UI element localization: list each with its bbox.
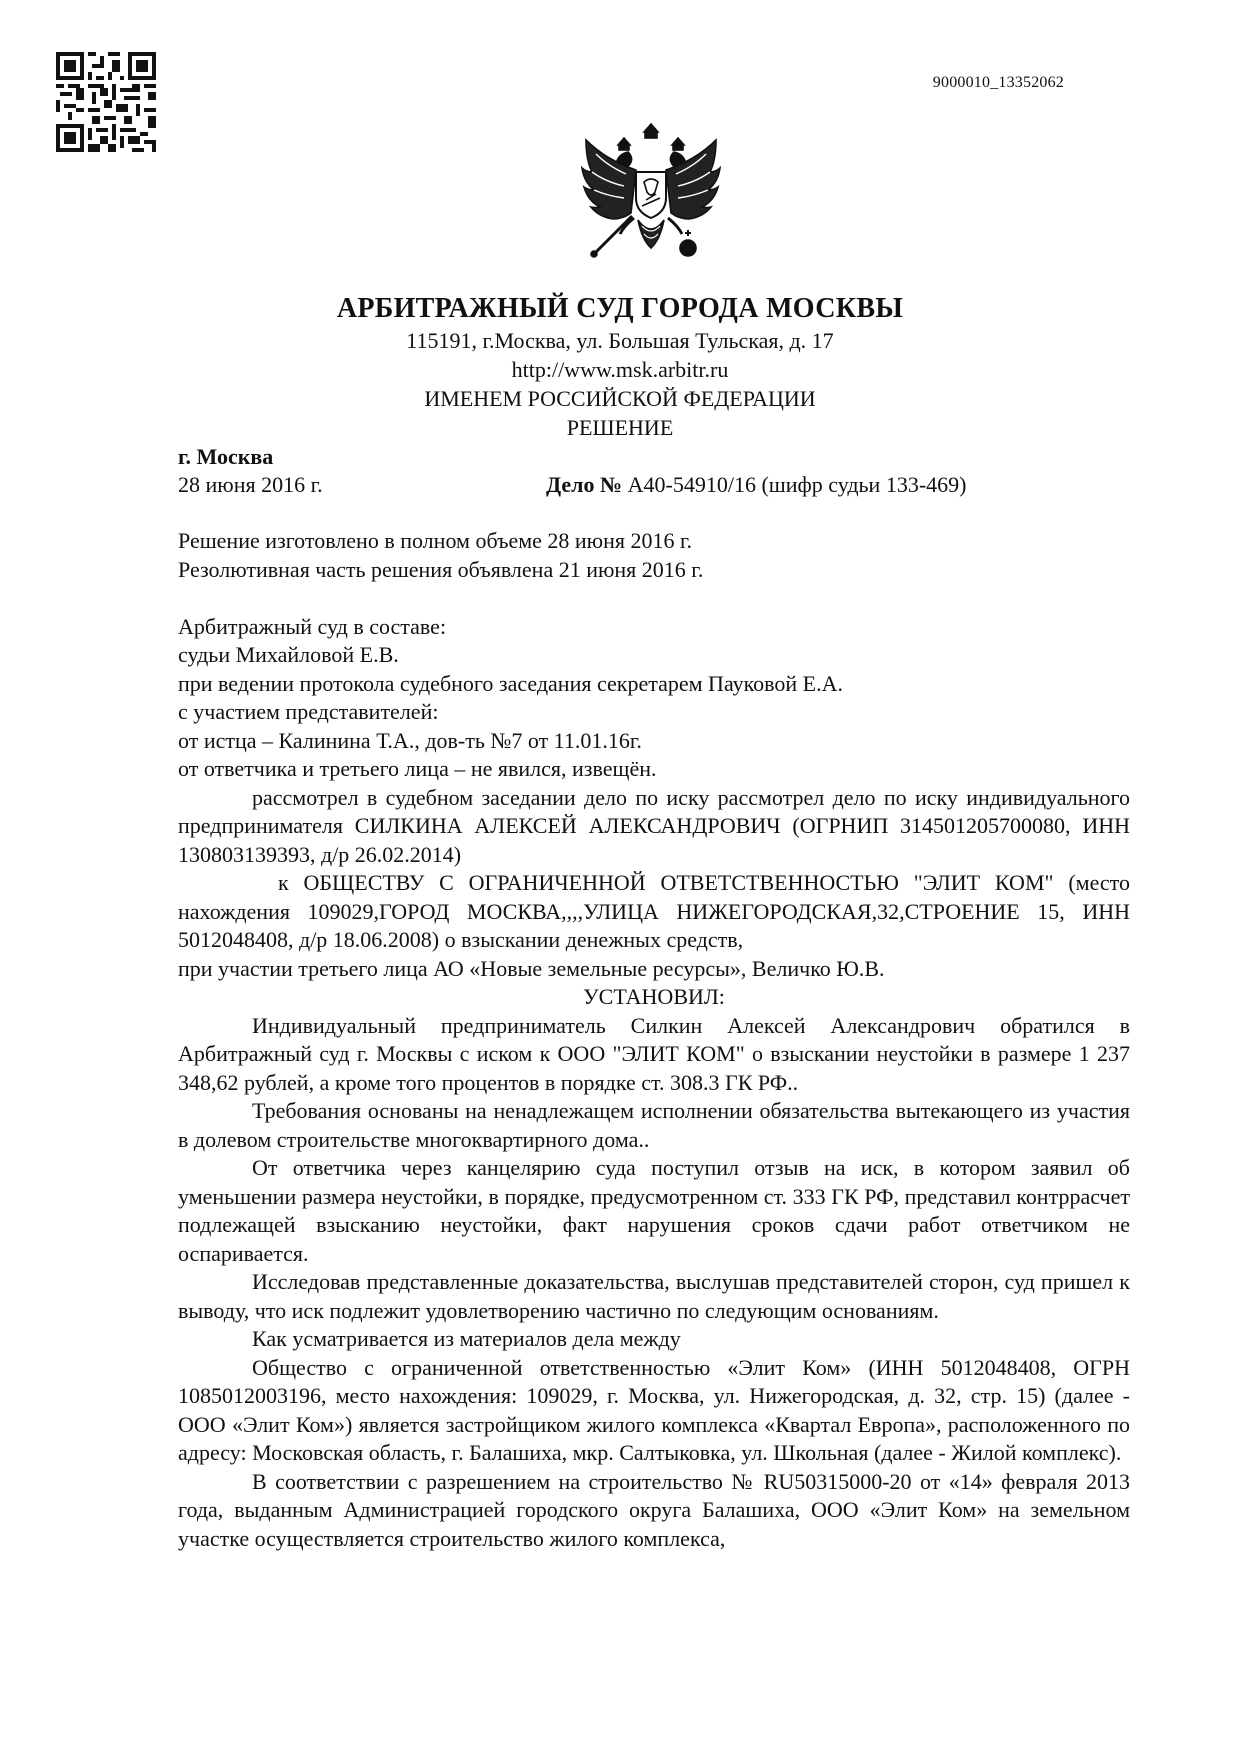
defendant-representative: от ответчика и третьего лица – не явился, извещён. [178,756,657,781]
document-body [178,527,1130,1553]
operative-part-announced: Резолютивная часть решения объявлена 21 июня 2016 г. [178,556,704,582]
plaintiff-representative: от истца – Калинина Т.А., дов-ть №7 от 11.01.16г. [178,727,642,753]
considered-paragraph: рассмотрел в судебном заседании дело по иску рассмотрел дело по иску индивидуального предпринимателя СИЛКИНА АЛЕКСЕЙ АЛЕКСАНДРОВИЧ (ОГРНИП 314501205700080, ИНН 130803139393, д/р 26.02.2014) [178,784,1130,867]
made-in-full: Решение изготовлено в полном объеме 28 июня 2016 г. [178,528,693,553]
case-label: Дело № [546,472,623,497]
third-party: при участии третьего лица АО «Новые земельные ресурсы», Величко Ю.В. [178,955,885,981]
court-composition: Арбитражный суд в составе: [178,613,447,639]
representatives: с участием представителей: [178,699,439,724]
in-name-of: ИМЕНЕМ РОССИЙСКОЙ ФЕДЕРАЦИИ [424,386,816,411]
paragraph-7: В соответствии с разрешением на строительство № RU50315000-20 от «14» февраля 2013 года, выданным Администрацией городского округа Балашиха, ООО «Элит Ком» на земельном участке осуществляется строительство жилого комплекса, [178,1468,1130,1551]
court-url[interactable]: http://www.msk.arbitr.ru [511,357,729,382]
paragraph-5: Как усматривается из материалов дела между [252,1326,681,1351]
paragraph-2: Требования основаны на ненадлежащем исполнении обязательства вытекающего из участия в долевом строительстве многоквартирного дома.. [178,1098,1130,1152]
paragraph-1: Индивидуальный предприниматель Силкин Алексей Александрович обратился в Арбитражный суд г. Москвы с иском к ООО "ЭЛИТ КОМ" о взыскании неустойки в размере 1 237 348,62 рублей, а кроме того процентов в порядке ст. 308.3 ГК РФ.. [178,1012,1130,1095]
paragraph-4: Исследовав представленные доказательства, выслушав представителей сторон, суд пришел к выводу, что иск подлежит удовлетворению частично по следующим основаниям. [178,1269,1130,1323]
case-number [546,471,967,499]
case-number-value: А40-54910/16 (шифр судьи 133-469) [627,472,967,497]
document-type: РЕШЕНИЕ [566,415,674,440]
defendant-paragraph: к ОБЩЕСТВУ С ОГРАНИЧЕННОЙ ОТВЕТСТВЕННОСТЬЮ "ЭЛИТ КОМ" (место нахождения 109029,ГОРОД МОСКВА,,,,УЛИЦА НИЖЕГОРОДСКАЯ,32,СТРОЕНИЕ 15, ИНН 5012048408, д/р 18.06.2008) о взыскании денежных средств, [178,870,1130,952]
paragraph-6: Общество с ограниченной ответственностью «Элит Ком» (ИНН 5012048408, ОГРН 1085012003196, место нахождения: 109029, г. Москва, ул. Нижегородская, д. 32, стр. 15) (далее - ООО «Элит Ком») является застройщиком жилого комплекса «Квартал Европа», расположенного по адресу: Московская область, г. Балашиха, мкр. Салтыковка, ул. Школьная (далее - Жилой комплекс). [178,1354,1130,1465]
paragraph-3: От ответчика через канцелярию суда поступил отзыв на иск, в котором заявил об уменьшении размера неустойки, в порядке, предусмотренном ст. 333 ГК РФ, представил контррасчет подлежащей взысканию неустойки, факт нарушения сроков сдачи работ ответчиком не оспаривается. [178,1155,1130,1266]
qr-code [56,52,156,152]
court-address: 115191, г.Москва, ул. Большая Тульская, д. 17 [406,328,834,353]
city: г. Москва [178,444,274,469]
judge: судьи Михайловой Е.В. [178,642,399,667]
established-heading: УСТАНОВИЛ: [583,984,725,1009]
coat-of-arms-emblem [576,120,726,280]
decision-date: 28 июня 2016 г. [178,472,323,497]
secretary: при ведении протокола судебного заседания секретарем Пауковой Е.А. [178,670,843,696]
case-meta [178,443,1108,499]
document-header [0,292,1240,442]
court-name: АРБИТРАЖНЫЙ СУД ГОРОДА МОСКВЫ [336,293,904,324]
document-id: 9000010_13352062 [932,74,1064,91]
